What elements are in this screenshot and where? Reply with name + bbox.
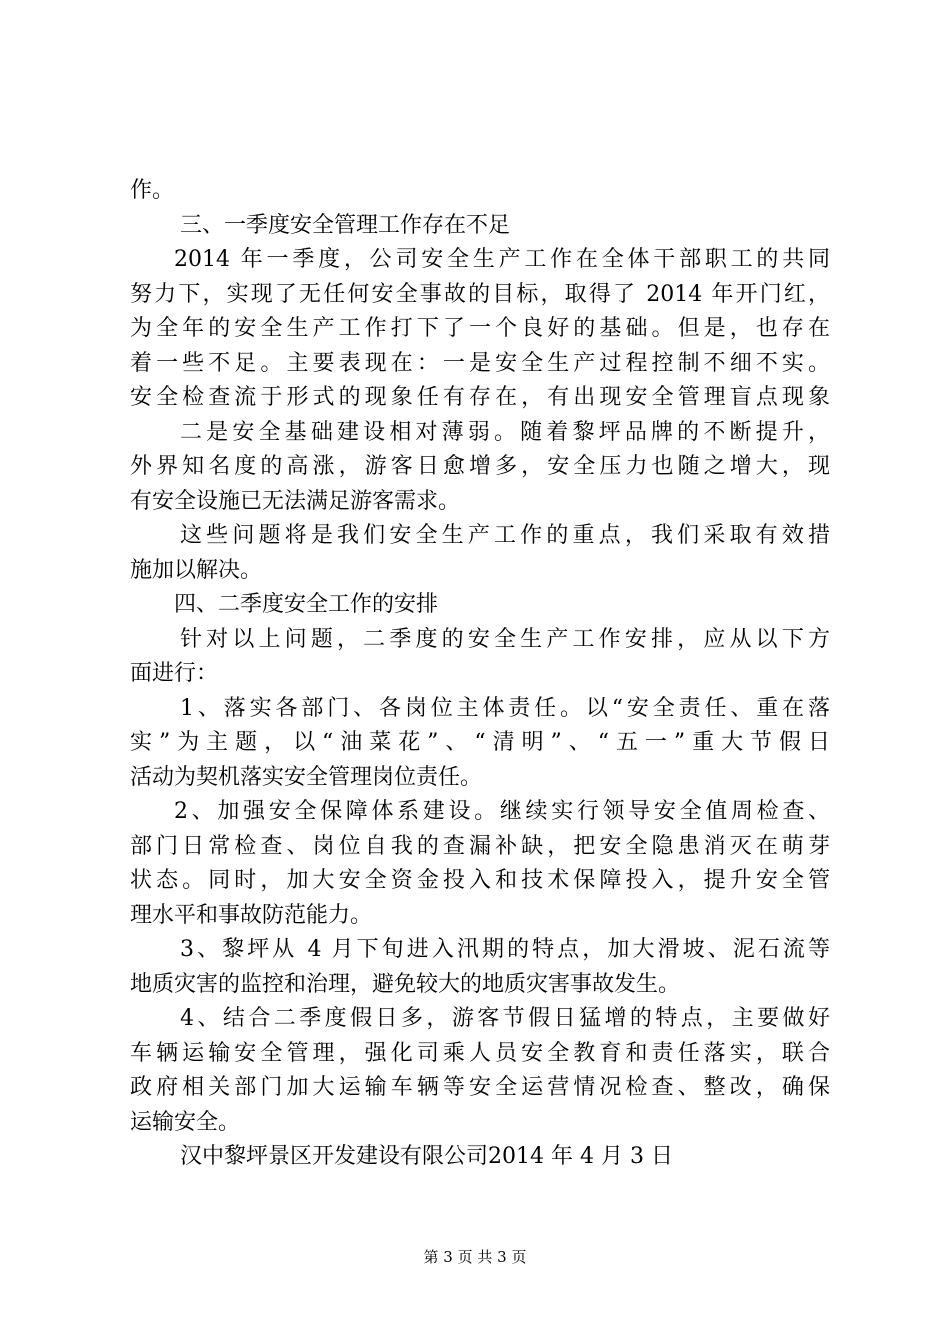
text-line: 政府相关部门加大运输车辆等安全运营情况检查、整改，确保 — [130, 1075, 830, 1100]
text-line: 二是安全基础建设相对薄弱。随着黎坪品牌的不断提升， — [180, 419, 830, 445]
page-footer: 第 3 页 共 3 页 — [423, 1248, 527, 1266]
text-line: 2014 年一季度，公司安全生产工作在全体干部职工的共同 — [174, 247, 830, 272]
document-body — [130, 174, 830, 1175]
text-line: 理水平和事故防范能力。 — [130, 902, 373, 928]
text-line: 四、二季度安全工作的安排 — [174, 592, 439, 617]
text-line: 努力下，实现了无任何安全事故的目标，取得了 2014 年开门红， — [130, 281, 830, 307]
text-line: 车辆运输安全管理，强化司乘人员安全教育和责任落实，联合 — [130, 1040, 830, 1066]
text-line: 汉中黎坪景区开发建设有限公司2014 年 4 月 3 日 — [180, 1144, 673, 1169]
text-line: 3、黎坪从 4 月下旬进入汛期的特点，加大滑坡、泥石流等 — [180, 937, 830, 962]
text-line: 为全年的安全生产工作打下了一个良好的基础。但是，也存在 — [130, 316, 830, 341]
text-line: 着一些不足。主要表现在：一是安全生产过程控制不细不实。 — [130, 350, 830, 376]
text-line: 外界知名度的高涨，游客日愈增多，安全压力也随之增大，现 — [130, 454, 830, 479]
text-line: 这些问题将是我们安全生产工作的重点，我们采取有效措 — [180, 523, 830, 548]
text-line: 作。 — [130, 178, 175, 203]
text-line: 面进行： — [130, 661, 219, 686]
text-line: 1、落实各部门、各岗位主体责任。以“安全责任、重在落 — [180, 695, 830, 721]
text-line: 状态。同时，加大安全资金投入和技术保障投入，提升安全管 — [130, 868, 830, 893]
text-line: 运输安全。 — [130, 1109, 241, 1135]
text-line: 有安全设施已无法满足游客需求。 — [130, 488, 461, 514]
text-line: 三、一季度安全管理工作存在不足 — [180, 212, 511, 238]
text-line: 地质灾害的监控和治理，避免较大的地质灾害事故发生。 — [130, 971, 681, 997]
text-line: 实”为主题，以“油菜花”、“清明”、“五一”重大节假日 — [130, 730, 830, 755]
text-line: 部门日常检查、岗位自我的查漏补缺，把安全隐患消灭在萌芽 — [130, 833, 830, 859]
text-line: 安全检查流于形式的现象任有存在，有出现安全管理盲点现象 — [130, 385, 830, 410]
text-line: 2、加强安全保障体系建设。继续实行领导安全值周检查、 — [174, 799, 830, 824]
text-line: 活动为契机落实安全管理岗位责任。 — [130, 764, 483, 790]
text-line: 针对以上问题，二季度的安全生产工作安排，应从以下方 — [180, 626, 830, 652]
text-line: 4、结合二季度假日多，游客节假日猛增的特点，主要做好 — [180, 1006, 830, 1031]
text-line: 施加以解决。 — [130, 557, 263, 583]
